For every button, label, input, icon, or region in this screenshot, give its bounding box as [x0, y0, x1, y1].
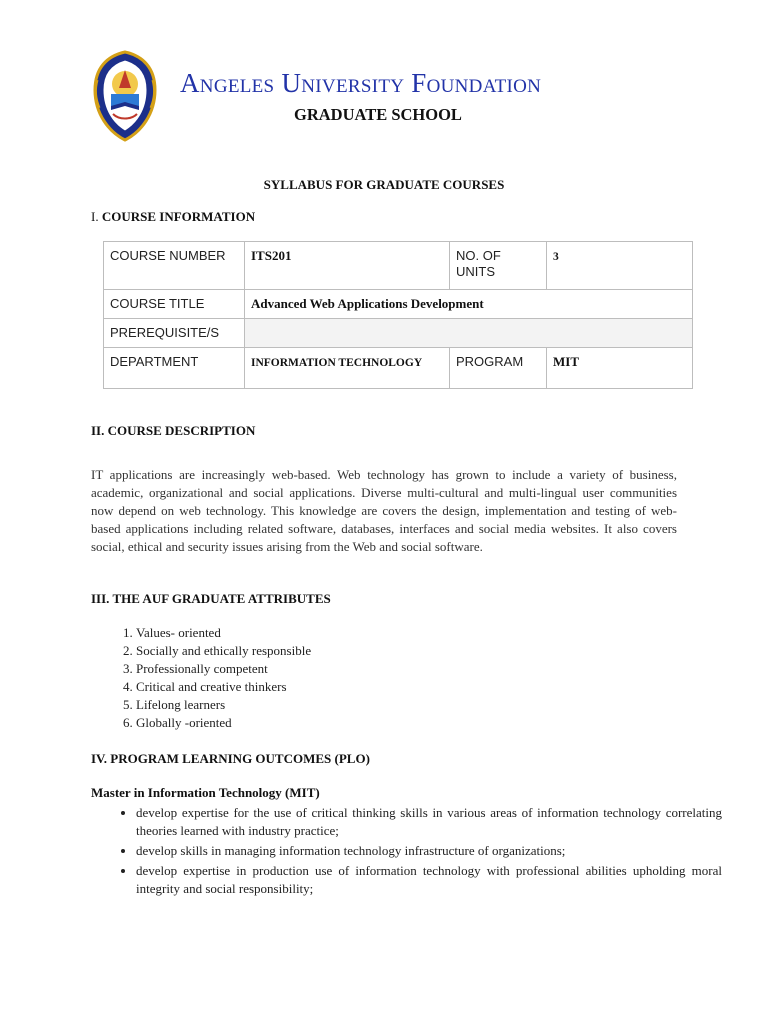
table-row — [104, 290, 693, 319]
university-name: Angeles University Foundation — [180, 68, 542, 98]
units-value: 3 — [553, 251, 559, 263]
plo-list — [91, 804, 722, 900]
university-seal-logo — [91, 50, 159, 142]
program-label-cell — [450, 348, 547, 389]
course-title-cell — [245, 290, 693, 319]
department-cell — [245, 348, 450, 389]
prerequisites-label-cell — [104, 319, 245, 348]
program-value: MIT — [553, 354, 579, 369]
prerequisites-cell — [245, 319, 693, 348]
program-label: PROGRAM — [456, 354, 524, 369]
section-course-description-heading: II. COURSE DESCRIPTION — [91, 423, 256, 438]
attributes-list — [91, 624, 311, 732]
course-title-value: Advanced Web Applications Development — [251, 296, 484, 311]
list-item: • develop expertise for the use of critical thinking skills in various areas of information technology correlating theories learned with industry practice; — [136, 804, 722, 840]
list-item: 3. Professionally competent — [136, 660, 311, 678]
course-description-text: IT applications are increasingly web-based. Web technology has grown to include a variety of business, academic, organizational and social applications. Diverse multi-cultural and multi-lingual user communities now depend on web technology. This knowledge are covers the design, implementation and testing of web-based applications including related software, databases, interfaces and social media websites. It also covers social, ethical and security issues arising from the Web and social software. — [91, 467, 677, 554]
table-row — [104, 319, 693, 348]
department-value: INFORMATION TECHNOLOGY — [251, 357, 423, 369]
course-number-label: COURSE NUMBER — [110, 248, 226, 263]
list-item: 4. Critical and creative thinkers — [136, 678, 311, 696]
department-label-cell — [104, 348, 245, 389]
course-information-table — [103, 241, 693, 389]
units-label-cell — [450, 242, 547, 290]
list-item: 2. Socially and ethically responsible — [136, 642, 311, 660]
course-title-label: COURSE TITLE — [110, 296, 205, 311]
table-row — [104, 348, 693, 389]
section-number: I. — [91, 209, 99, 224]
list-item: 1. Values- oriented — [136, 624, 311, 642]
section-attributes-heading: III. THE AUF GRADUATE ATTRIBUTES — [91, 591, 331, 606]
page-title: SYLLABUS FOR GRADUATE COURSES — [263, 177, 505, 192]
course-number-value: ITS201 — [251, 248, 292, 263]
section-title: COURSE INFORMATION — [101, 209, 256, 224]
list-item: • develop expertise in production use of information technology with professional abilities upholding moral integrity and social responsibility; — [136, 862, 722, 898]
list-item: • develop skills in managing information technology infrastructure of organizations; — [136, 842, 722, 860]
units-cell — [547, 242, 693, 290]
plo-program-subheading: Master in Information Technology (MIT) — [91, 785, 320, 800]
prerequisites-label: PREREQUISITE/S — [110, 325, 220, 340]
section-plo-heading: IV. PROGRAM LEARNING OUTCOMES (PLO) — [91, 751, 370, 766]
program-cell — [547, 348, 693, 389]
department-label: DEPARTMENT — [110, 354, 199, 369]
table-row — [104, 242, 693, 290]
units-label: NO. OF UNITS — [456, 248, 501, 279]
school-name: GRADUATE SCHOOL — [294, 105, 462, 124]
course-number-cell — [245, 242, 450, 290]
course-number-label-cell — [104, 242, 245, 290]
list-item: 6. Globally -oriented — [136, 714, 311, 732]
course-title-label-cell — [104, 290, 245, 319]
section-course-information-heading — [91, 209, 255, 225]
list-item: 5. Lifelong learners — [136, 696, 311, 714]
